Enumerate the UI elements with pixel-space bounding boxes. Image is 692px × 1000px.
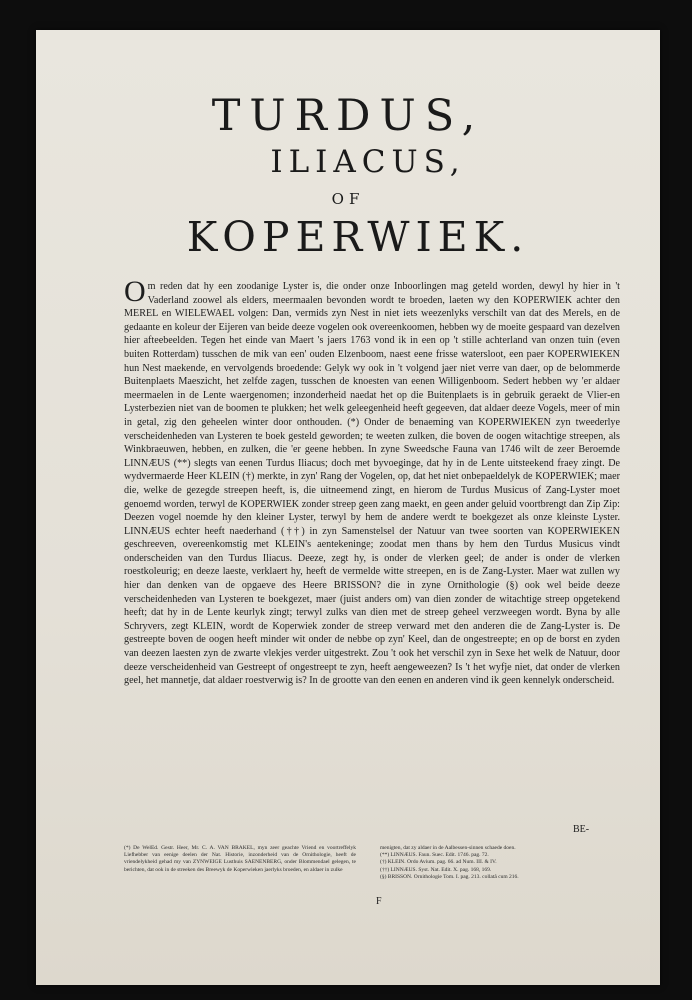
signature-mark: F — [376, 896, 382, 907]
body-content: m reden dat hy een zoodanige Lyster is, die onder onze Inboorlingen mag geteld worden, dewyl hy hier in 't Vaderland zoowel als elders, meermaalen bevonden wordt te broeden, laeten wy den KOPERWIEK achter den MEREL en WIELEWAEL volgen: Dan, vermids zyn Nest in niet iets weezenlyks verschilt van dat des Merels, en de gedaante en koleur der Eijeren van beide deeze vogelen ook overeenkoomen, hebben wy de moeite gespaard van dezelven hier afteebeelden. Tegen het einde van Maert 's jaers 1763 vond ik in een op 't stille achterland van onzen tuin (even buiten Rotterdam) tusschen de mik van een' ouden Elzenboom, naest eene frisse watersloot, een paer KOPERWIEKEN hun Nest maekende, en vervolgends broedende: Gelyk wy ook in 't volgend jaer niet verre van daer, op de belommerde Buitenplaets Maeszicht, het zelfde zagen, tusschen de knoesten van eenen Willigenboom. Sedert hebben wy 'er aldaer meermaelen in de Lente waergenomen; inzonderheid naedat het op die Buitenplaets is in gebruik geraekt de Vlier-en Lysterbezien niet van de boomen te plukken; het welk geleegenheid heeft gegeeven, dat aldaer deeze Vogels, meer of min in getal, zig den geheelen winter door onthouden. (*) Onder de benaeming van KOPERWIEKEN zyn tweederlye verscheidenheden van Lysteren te boek gesteld geworden; te weeten zulken, die boven de oogen witachtige streepen, als Winkbraeuwen, hebben, en zulken, die 'er geene hebben. In zyne Sweedsche Fauna van 1746 wilt de zeer Beroemde LINNÆUS (**) slegts van eenen Turdus Iliacus; doch met byvoeginge, dat hy in de Lente uitsteekend fraey zingt. De wydvermaerde Heer KLEIN (†) merkte, in zyn' Rang der Vogelen, op, dat het niet onbepaeldelyk de KOPERWIEK; maer die, welke de gezegde streepen heeft, is, die uitneemend zingt, en hierom de Turdus Musicus of Zang-Lyster moet genoemd worden, terwyl de KOPERWIEK zonder streep geen zang maekt, en geen ander geluid voortbrengt dan Zip Zip: Deezen vogel noemde hy den kleiner Lyster, terwyl by hem de andere werdt te boekgezet als onze kleinste Lyster. LINNÆUS echter heeft naederhand (††) in zyn Samenstelsel der Natuur van twee soorten van KOPERWIEKEN geschreeven, overeenkomstig met KLEIN's aentekeninge; zoodat men thans by hem den Turdus Musicus vindt onderscheiden van den Turdus Iliacus. Deeze, zegt hy, is onder de vlerken geel; de ander is onder de vlerken roestkoleurig; en deeze laeste, verklaert hy, heeft de vermelde witte streepen, en is de Zang-Lyster. Maer wat zullen wy hier dan denken van de opgaeve des Heere BRISSON? die in zyne Ornithologie (§) ook wel beide deeze verscheidenheden van Lysteren te boekgezet, maer (juist anders om) van dien zonder de witachtige streep opgetekend heeft; dat hy in de Lente keurlyk zingt; terwyl zulks van dien met de streep geheel verzweegen wordt. Byna by alle Schryvers, zegt KLEIN, wordt de Koperwiek zonder de streep verward met den anderen die de Zang-Lyster is. De gestreepte boven de oogen heeft minder wit onder de nebbe op zyn' Keel, dan de ongestreepte; en op de borst en zyden van deezen laesten zyn de zwarte vlekjes verder uitgestrekt. Zou 't ook het verschil zyn in Sexe het welk de Natuur, door deeze verscheidenheid van Gestreept of ongestreept te zyn, heeft aengeweezen? Is 't het wyfje niet, dat onder de vlerken geel, het mannetje, dat aldaer roestverwig is? In de grootte van den eenen en anderen vind ik geen kennelyk onderscheid. — [124, 281, 620, 687]
footnote-line: menigten, dat zy aldaer in de Aalbessen-sinnen schaede doen. — [380, 845, 516, 851]
body-text — [124, 275, 620, 688]
title-block — [36, 90, 660, 262]
catchword: BE- — [573, 824, 590, 835]
footnote-line: (††) LINNÆUS. Syst. Nat. Edit. X. pag. 168, 169. — [380, 866, 492, 873]
title-line-1: TURDUS, — [211, 91, 485, 141]
dropcap: O — [124, 275, 146, 308]
footnote-line: (**) LINNÆUS. Faun. Suec. Edit. 1746. pag. 72. — [380, 852, 489, 859]
footnote-right — [380, 845, 620, 881]
body-paragraph — [124, 275, 620, 688]
title-line-4: KOPERWIEK. — [186, 213, 530, 261]
footnote-line: (§) BRISSON. Ornithologie Tom. I. pag. 213. collatâ cum 216. — [380, 873, 519, 880]
footnote-line: (†) KLEIN. Ordo Avium. pag. 66. ad Num. III. & IV. — [380, 859, 497, 866]
document-page — [36, 30, 660, 985]
title-line-3: OF — [331, 190, 365, 208]
title-line-2: ILIACUS, — [270, 144, 466, 180]
footnote-left: (*) De WelEd. Gestr. Heer, Mr. C. A. VAN BRAKEL, myn zeer geachte Vriend en voortreffelyk Liefhebber van eenige deelen der Nat. Historie, inzonderheid van de Ornithologie, heeft de vriendelykheid gehad my van ZYNWEIGE Lusthuis SAENENBERG, onder Blommendael gelegen, te berichten, dat ook in de streeken des Breewyk de Koperwieken jaerlyks broeden, en aldaer in zulke — [124, 845, 356, 873]
